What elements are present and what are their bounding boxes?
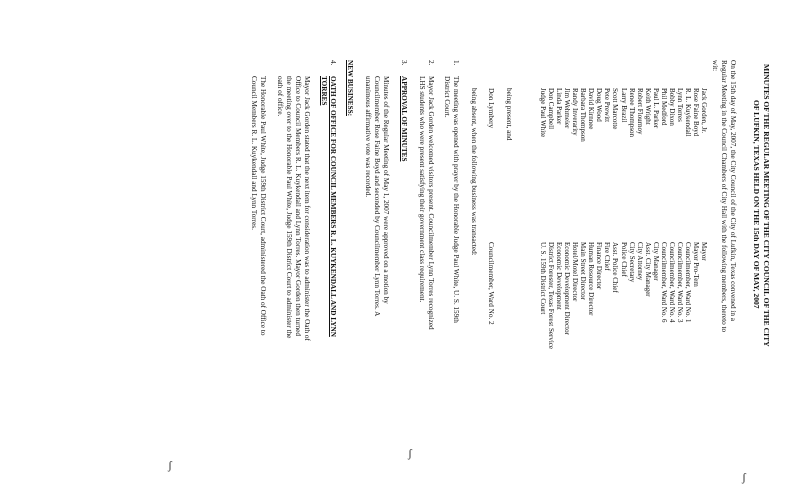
attendee-name: Lynn Torres — [675, 88, 684, 122]
approval-line-1: Minutes of the Regular Meeting of May 1, 2007 were approved on a motion by — [382, 76, 390, 304]
attendee-name: Bobby Dixon — [667, 88, 676, 126]
attendee-titles-column — [539, 242, 708, 349]
item-2-line-2: LHS students who were present satisfying their government class requirement. — [418, 76, 426, 303]
margin-mark-left: ʃ — [168, 458, 172, 472]
item-2-number: 2. — [427, 60, 435, 66]
attendee-title: Finance Director — [595, 242, 604, 290]
attendee-title: District Forester, Texas Forest Service — [547, 242, 556, 349]
attendee-title: Councilmember, Ward No. 4 — [667, 242, 676, 323]
item-1-line-2: District Court. — [443, 76, 451, 118]
attendee-title: Councilmember, Ward No. 3 — [675, 242, 684, 323]
attendee-name: Don Campbell — [547, 88, 556, 130]
intro-line-3: wit: — [711, 60, 719, 72]
item-3-number: 3. — [400, 60, 408, 66]
oath-heading-line-1: OATH OF OFFICE FOR COUNCIL MEMBERS R. L. KUYKENDALL AND LYNN — [329, 76, 337, 337]
attendee-name: Barbara Thompson — [579, 88, 588, 142]
oath-heading-line-2: TORRES — [320, 76, 328, 106]
margin-mark-right: ʃ — [742, 470, 746, 484]
oath-para2-line-2: Council Members R. L. Kuykendall and Lynn Torres. — [250, 76, 258, 230]
attendee-title: Police Chief — [619, 242, 628, 277]
quorum-statement: being absent, when the following business was transacted: — [470, 88, 478, 256]
item-1-line-1: The meeting was opened with prayer by the Honorable Judge Paul White, U. S. 159th — [452, 76, 460, 323]
approval-heading: APPROVAL OF MINUTES — [400, 76, 408, 162]
attendee-title: Hotel/Motel Director — [571, 242, 580, 302]
minutes-title-line-2: OF LUFKIN, TEXAS HELD ON THE 15th DAY OF MAY, 2007 — [752, 100, 761, 309]
attendee-title: U. S. 159th District Court — [539, 242, 548, 315]
attendee-name: Robert Flournoy — [635, 88, 644, 135]
item-2-line-1: Mayor Jack Gorden welcomed visitors present. Councilmember Lynn Torres recognized — [427, 76, 435, 330]
attendee-title: Main Street Director — [579, 242, 588, 300]
being-present-text: being present, and — [505, 88, 513, 141]
attendee-title: City Manager — [651, 242, 660, 281]
attendee-name: Linda Parker — [555, 88, 564, 125]
attendee-title: Asst. City Manager — [643, 242, 652, 297]
attendee-title: Mayor Pro-Tem — [691, 242, 700, 287]
attendee-name: Randy Inverarity — [571, 88, 580, 136]
attendee-title: Asst. Police Chief — [611, 242, 620, 293]
absent-member-title: Councilmember, Ward No. 2 — [487, 242, 495, 325]
attendee-name: R. L. Kuykendall — [683, 88, 692, 137]
attendee-title: Economic Development — [555, 242, 564, 310]
attendee-name: Jim Wehmeier — [563, 88, 572, 129]
attendee-names-column — [539, 88, 708, 142]
attendee-name: Judge Paul White — [539, 88, 548, 138]
approval-line-2: Councilmember Rose Faine Boyd and seconded by Councilmember Lynn Torres. A — [373, 76, 381, 317]
attendee-name: Scott Marcotte — [611, 88, 620, 130]
oath-para1-line-4: oath of office. — [276, 76, 284, 117]
attendee-name: David Kirnnee — [587, 88, 596, 130]
minutes-title-line-1: MINUTES OF THE REGULAR MEETING OF THE CITY COUNCIL OF THE CITY — [762, 64, 771, 347]
item-1-number: 1. — [452, 60, 460, 66]
absent-member-name: Don Lymbery — [487, 88, 495, 129]
oath-para2-line-1: The Honorable Paul White, Judge 159th District Court, administered the Oath of Office to — [259, 76, 267, 336]
attendee-title: Economic Development Director — [563, 242, 572, 335]
attendee-name: Paul L. Parker — [651, 88, 660, 129]
margin-mark-middle: ʃ — [408, 446, 412, 460]
attendee-name: Renee Thompson — [627, 88, 636, 138]
attendee-name: Jack Gorden, Jr. — [700, 88, 708, 134]
oath-para1-line-2: Office to Council Members R. L. Kuykendall and Lynn Torres. Mayor Gorden then turned — [294, 76, 302, 336]
attendee-name: Keith Wright — [643, 88, 652, 125]
attendee-title: Fire Chief — [603, 242, 612, 271]
intro-line-2: Regular Meeting in the Council Chambers of City Hall with the following members, thereto to — [720, 60, 728, 333]
item-4-number: 4. — [329, 60, 337, 66]
new-business-heading: NEW BUSINESS: — [346, 60, 354, 116]
oath-para1-line-1: Mayor Jack Gorden stated that the next item for consideration was to administer the Oath of — [303, 76, 311, 341]
attendee-name: Larry Brazil — [619, 88, 628, 123]
attendee-title: Mayor — [700, 242, 708, 261]
attendee-name: Phil Medford — [659, 88, 668, 126]
attendee-name: Rose Faine Boyd — [691, 88, 700, 137]
attendee-name: Doug Wood — [595, 88, 604, 122]
attendee-title: Councilmember, Ward No. 1 — [683, 242, 692, 323]
attendee-title: City Secretary — [627, 242, 636, 283]
attendee-title: Councilmember, Ward No. 6 — [659, 242, 668, 323]
intro-line-1: On the 15th day of May, 2007, the City Council of the City of Lufkin, Texas convened in a — [729, 60, 737, 321]
attendee-title: Human Resource Director — [587, 242, 596, 316]
approval-line-3: unanimous affirmative vote was recorded. — [364, 76, 372, 198]
attendee-title: City Attorney — [635, 242, 644, 281]
attendee-name: Pete Prewitt — [603, 88, 612, 123]
oath-para1-line-3: the meeting over to the Honorable Paul White, Judge 159th District Court to administer the — [285, 76, 293, 339]
